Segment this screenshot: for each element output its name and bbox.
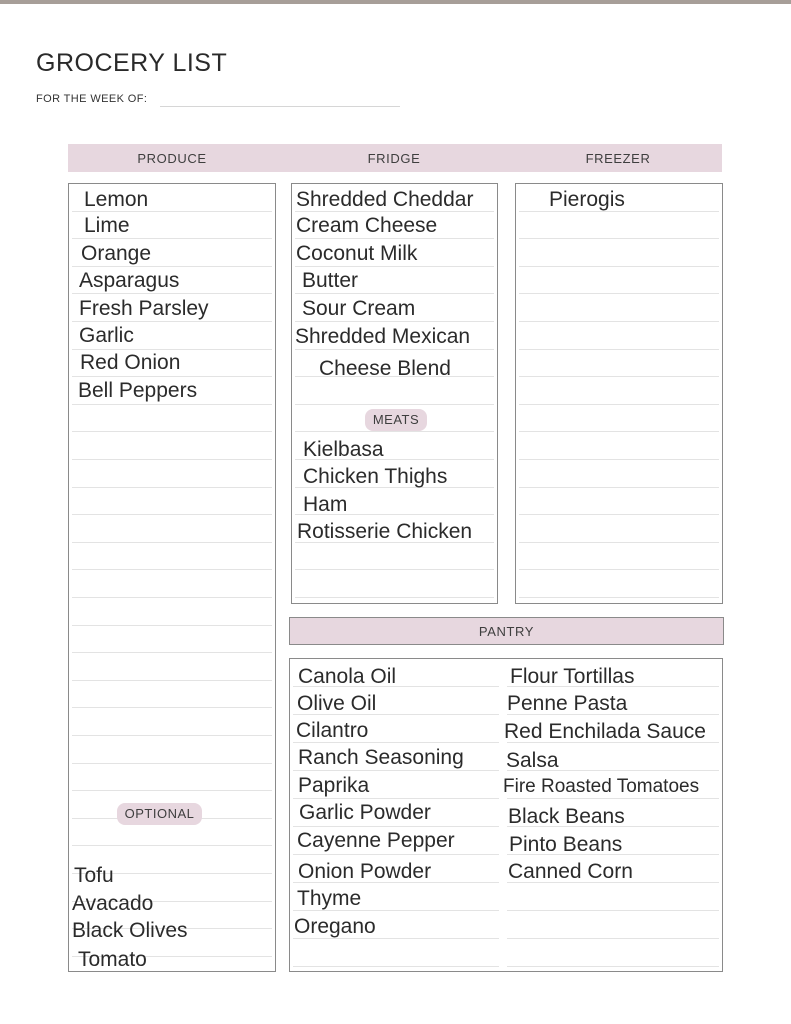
writing-line bbox=[72, 238, 272, 239]
writing-line bbox=[72, 514, 272, 515]
pantry-item: Fire Roasted Tomatoes bbox=[503, 776, 700, 797]
writing-line bbox=[519, 404, 719, 405]
produce-item: Garlic bbox=[79, 324, 134, 347]
pantry-item: Canola Oil bbox=[298, 665, 397, 688]
pantry-item: Red Enchilada Sauce bbox=[504, 720, 706, 743]
writing-line bbox=[293, 770, 499, 771]
writing-line bbox=[293, 938, 499, 939]
writing-line bbox=[293, 826, 499, 827]
top-accent-bar bbox=[0, 0, 791, 4]
writing-line bbox=[293, 966, 499, 967]
writing-line bbox=[519, 542, 719, 543]
writing-line bbox=[295, 266, 494, 267]
week-label: FOR THE WEEK OF: bbox=[36, 93, 148, 105]
optional-item: Black Olives bbox=[72, 919, 188, 942]
writing-line bbox=[519, 266, 719, 267]
writing-line bbox=[519, 238, 719, 239]
writing-line bbox=[507, 910, 719, 911]
optional-item: Tofu bbox=[74, 864, 114, 887]
writing-line bbox=[519, 293, 719, 294]
writing-line bbox=[293, 854, 499, 855]
pantry-heading: PANTRY bbox=[478, 624, 535, 639]
writing-line bbox=[519, 431, 719, 432]
writing-line bbox=[72, 376, 272, 377]
optional-item: Avacado bbox=[72, 892, 154, 915]
fridge-item: Cream Cheese bbox=[296, 214, 438, 237]
writing-line bbox=[295, 293, 494, 294]
writing-line bbox=[72, 487, 272, 488]
writing-line bbox=[295, 597, 494, 598]
writing-line bbox=[72, 542, 272, 543]
meat-item: Rotisserie Chicken bbox=[297, 520, 473, 543]
writing-line bbox=[72, 404, 272, 405]
produce-item: Red Onion bbox=[80, 351, 181, 374]
freezer-box bbox=[515, 183, 723, 604]
writing-line bbox=[72, 349, 272, 350]
writing-line bbox=[72, 321, 272, 322]
pantry-item: Canned Corn bbox=[508, 860, 633, 883]
writing-line bbox=[72, 790, 272, 791]
writing-line bbox=[519, 376, 719, 377]
writing-line bbox=[72, 707, 272, 708]
pantry-item: Cayenne Pepper bbox=[297, 829, 455, 852]
pantry-item: Ranch Seasoning bbox=[298, 746, 464, 769]
pantry-item: Onion Powder bbox=[298, 860, 432, 883]
writing-line bbox=[295, 349, 494, 350]
writing-line bbox=[519, 459, 719, 460]
writing-line bbox=[295, 431, 494, 432]
writing-line bbox=[519, 569, 719, 570]
writing-line bbox=[72, 680, 272, 681]
writing-line bbox=[72, 569, 272, 570]
fridge-item: Shredded Mexican bbox=[295, 325, 471, 348]
optional-badge: OPTIONAL bbox=[117, 803, 202, 825]
writing-line bbox=[295, 404, 494, 405]
pantry-item: Cilantro bbox=[296, 719, 369, 742]
meat-item: Ham bbox=[303, 493, 348, 516]
fridge-item: Coconut Milk bbox=[296, 242, 418, 265]
writing-line bbox=[72, 652, 272, 653]
fridge-item: Shredded Cheddar bbox=[296, 188, 474, 211]
produce-item: Orange bbox=[81, 242, 152, 265]
writing-line bbox=[72, 211, 272, 212]
writing-line bbox=[507, 966, 719, 967]
produce-item: Asparagus bbox=[79, 269, 180, 292]
writing-line bbox=[72, 431, 272, 432]
produce-heading: PRODUCE bbox=[137, 151, 207, 166]
pantry-item: Garlic Powder bbox=[299, 801, 431, 824]
writing-line bbox=[295, 211, 494, 212]
fridge-item: Cheese Blend bbox=[319, 357, 451, 380]
writing-line bbox=[72, 293, 272, 294]
optional-item: Tomato bbox=[78, 948, 147, 971]
produce-item: Bell Peppers bbox=[78, 379, 198, 402]
writing-line bbox=[293, 910, 499, 911]
fridge-item: Sour Cream bbox=[302, 297, 416, 320]
pantry-item: Black Beans bbox=[508, 805, 625, 828]
meat-item: Chicken Thighs bbox=[303, 465, 448, 488]
produce-item: Fresh Parsley bbox=[79, 297, 209, 320]
meat-item: Kielbasa bbox=[303, 438, 384, 461]
writing-line bbox=[72, 266, 272, 267]
freezer-heading: FREEZER bbox=[585, 151, 651, 166]
fridge-item: Butter bbox=[302, 269, 359, 292]
writing-line bbox=[293, 798, 499, 799]
writing-line bbox=[519, 487, 719, 488]
pantry-item: Olive Oil bbox=[297, 692, 377, 715]
writing-line bbox=[72, 845, 272, 846]
week-input-line[interactable] bbox=[160, 106, 400, 107]
writing-line bbox=[295, 321, 494, 322]
pantry-item: Pinto Beans bbox=[509, 833, 623, 856]
writing-line bbox=[507, 938, 719, 939]
fridge-heading: FRIDGE bbox=[367, 151, 421, 166]
produce-item: Lemon bbox=[84, 188, 149, 211]
freezer-item: Pierogis bbox=[549, 188, 625, 211]
writing-line bbox=[293, 742, 499, 743]
pantry-item: Penne Pasta bbox=[507, 692, 628, 715]
meats-badge: MEATS bbox=[365, 409, 427, 431]
writing-line bbox=[72, 597, 272, 598]
pantry-item: Salsa bbox=[506, 749, 559, 772]
writing-line bbox=[72, 459, 272, 460]
produce-item: Lime bbox=[84, 214, 130, 237]
writing-line bbox=[72, 625, 272, 626]
writing-line bbox=[72, 763, 272, 764]
writing-line bbox=[72, 735, 272, 736]
pantry-item: Thyme bbox=[297, 887, 362, 910]
pantry-item: Oregano bbox=[294, 915, 376, 938]
writing-line bbox=[295, 569, 494, 570]
writing-line bbox=[519, 597, 719, 598]
writing-line bbox=[507, 798, 719, 799]
pantry-item: Flour Tortillas bbox=[510, 665, 635, 688]
writing-line bbox=[295, 238, 494, 239]
page-title: GROCERY LIST bbox=[36, 49, 228, 77]
writing-line bbox=[519, 211, 719, 212]
pantry-item: Paprika bbox=[298, 774, 370, 797]
writing-line bbox=[519, 349, 719, 350]
writing-line bbox=[519, 514, 719, 515]
writing-line bbox=[519, 321, 719, 322]
